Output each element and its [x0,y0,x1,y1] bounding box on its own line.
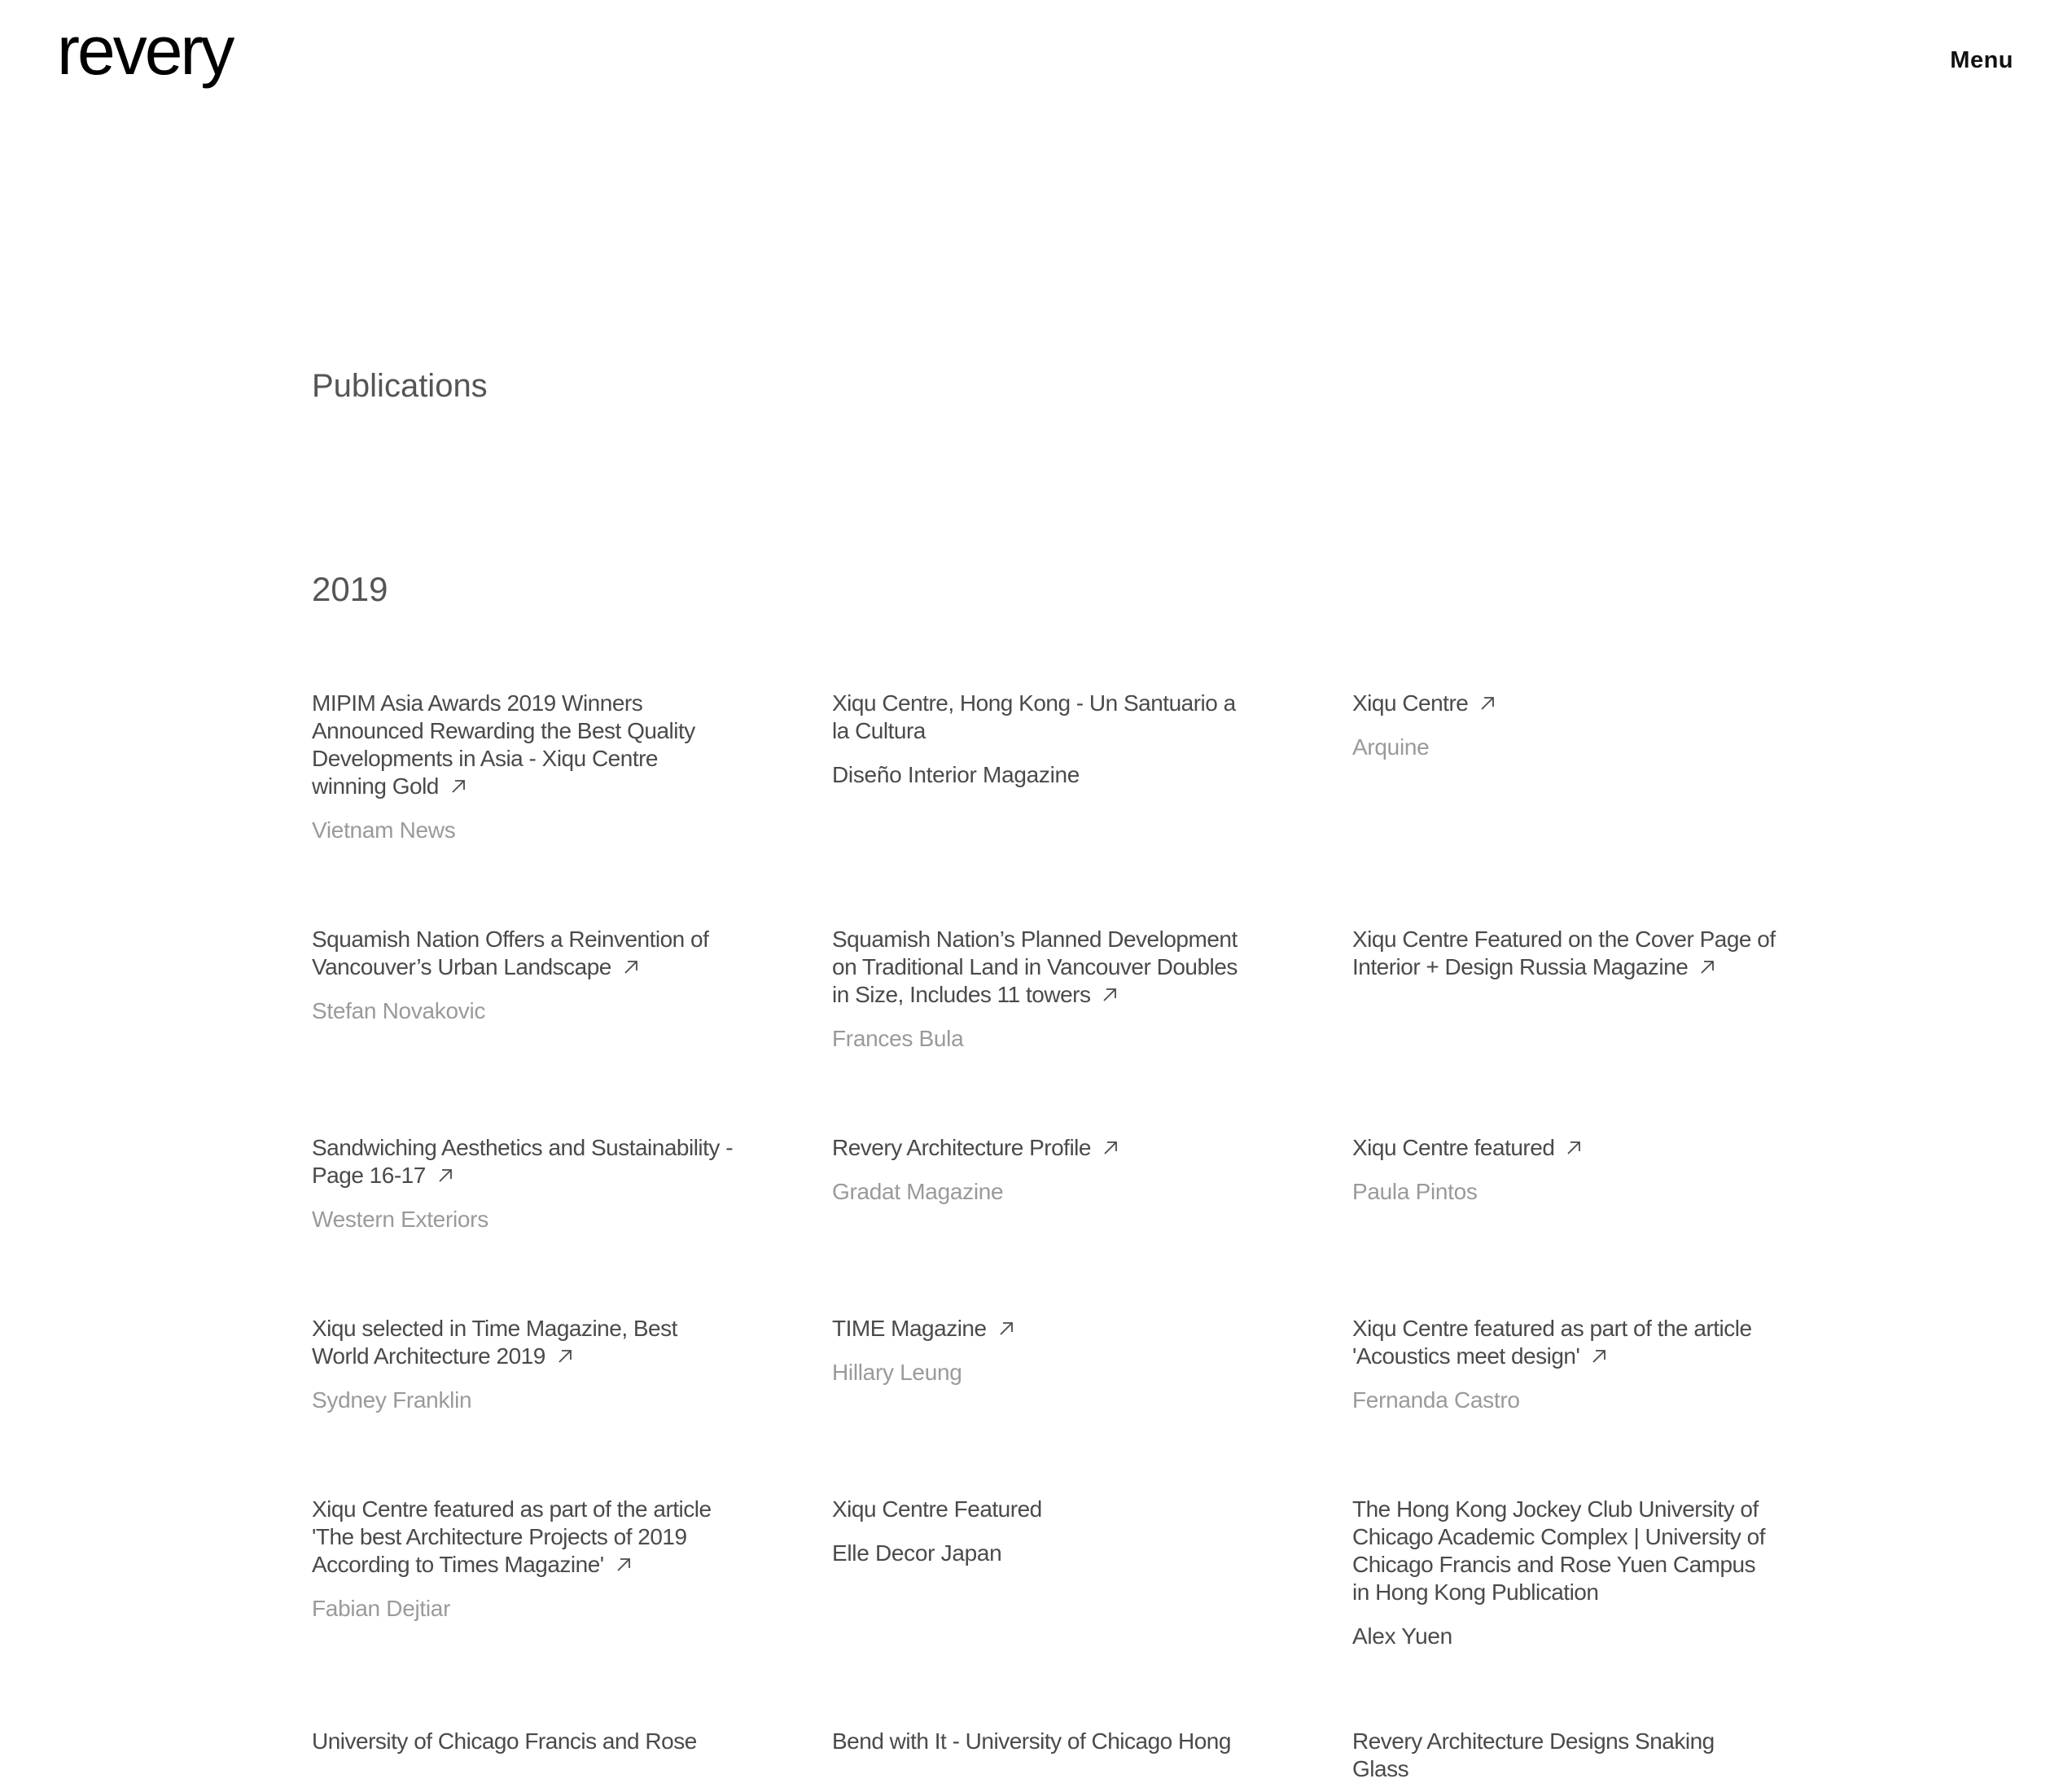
publication-item [1352,1728,1776,1783]
publication-item [832,1134,1255,1206]
arrow-up-right-icon[interactable] [1102,1140,1119,1156]
arrow-up-right-icon[interactable] [450,778,467,795]
arrow-up-right-icon[interactable] [615,1557,632,1573]
publication-item [832,1728,1255,1755]
publication-title: Xiqu Centre Featured [832,1496,1042,1522]
publication-title-link[interactable] [312,1134,735,1189]
arrow-up-right-icon[interactable] [557,1348,573,1365]
publication-source: Fabian Dejtiar [312,1596,451,1621]
logo[interactable]: revery [57,12,233,89]
arrow-up-right-icon[interactable] [437,1167,453,1184]
publication-title: The Hong Kong Jockey Club University of Chicago Academic Complex | University of Chicago Francis and Rose Yuen Campus in Hong Kong Publication [1352,1496,1766,1605]
publication-source: Hillary Leung [832,1360,962,1385]
publication-source: Stefan Novakovic [312,998,486,1023]
publication-title: Squamish Nation’s Planned Development on Traditional Land in Vancouver Doubles in Size, Includes 11 towers [832,927,1238,1007]
publication-source: Alex Yuen [1352,1623,1452,1649]
publication-item [1352,690,1776,761]
publication-source: Diseño Interior Magazine [832,762,1080,787]
publication-title: Xiqu Centre [1352,690,1469,716]
year-heading: 2019 [312,570,388,608]
arrow-up-right-icon[interactable] [1566,1140,1582,1156]
publication-title: Xiqu Centre featured as part of the article 'The best Architecture Projects of 2019 According to Times Magazine' [312,1496,712,1577]
publication-item [832,1315,1255,1387]
publication-item [1352,1134,1776,1206]
publication-title-link[interactable] [832,1134,1255,1162]
publication-title-link[interactable] [1352,690,1776,717]
publication-title-link[interactable] [1352,1315,1776,1370]
publication-title: Xiqu Centre Featured on the Cover Page of Interior + Design Russia Magazine [1352,927,1776,979]
publication-title-link[interactable] [832,1315,1255,1343]
publication-title-link[interactable] [1352,926,1776,981]
publication-item [312,926,735,1025]
publication-source: Arquine [1352,734,1430,760]
arrow-up-right-icon[interactable] [1699,959,1715,975]
publication-title: Xiqu Centre featured as part of the article 'Acoustics meet design' [1352,1316,1752,1369]
publication-item [312,1496,735,1623]
publication-item [1352,1496,1776,1650]
publication-source: Fernanda Castro [1352,1387,1520,1413]
publication-source: Sydney Franklin [312,1387,472,1413]
arrow-up-right-icon[interactable] [1102,987,1118,1003]
publication-title-link[interactable] [832,926,1255,1009]
publication-item [312,1315,735,1414]
publication-source: Gradat Magazine [832,1179,1004,1204]
publication-source: Frances Bula [832,1026,964,1051]
publication-source: Western Exteriors [312,1207,488,1232]
publication-title-link[interactable] [312,1315,735,1370]
publication-source: Vietnam News [312,817,456,843]
publication-source: Paula Pintos [1352,1179,1478,1204]
publication-item [832,690,1255,789]
publication-title-link[interactable] [312,690,735,800]
publication-title: Sandwiching Aesthetics and Sustainability - Page 16-17 [312,1135,734,1188]
arrow-up-right-icon[interactable] [623,959,639,975]
menu-button[interactable]: Menu [1950,47,2013,73]
publication-title-link[interactable] [312,926,735,981]
publication-item [312,1134,735,1233]
publication-title: Revery Architecture Profile [832,1135,1091,1160]
publication-title: Xiqu Centre, Hong Kong - Un Santuario a la Cultura [832,690,1236,743]
publication-title: Xiqu Centre featured [1352,1135,1555,1160]
publication-title: Revery Architecture Designs Snaking Glass [1352,1728,1715,1781]
arrow-up-right-icon[interactable] [1479,695,1496,712]
publication-item [1352,1315,1776,1414]
publication-item [312,1728,735,1755]
publication-item [1352,926,1776,981]
page-title: Publications [312,368,488,404]
publication-title: Bend with It - University of Chicago Hong [832,1728,1231,1754]
publication-title-link[interactable] [1352,1134,1776,1162]
publication-item [312,690,735,844]
publication-title: TIME Magazine [832,1316,987,1341]
publication-title: MIPIM Asia Awards 2019 Winners Announced Rewarding the Best Quality Developments in Asia - Xiqu Centre winning Gold [312,690,695,799]
publication-item [832,926,1255,1053]
publication-title-link[interactable] [312,1496,735,1579]
publication-title: University of Chicago Francis and Rose [312,1728,697,1754]
arrow-up-right-icon[interactable] [1591,1348,1607,1365]
publication-title: Xiqu selected in Time Magazine, Best World Architecture 2019 [312,1316,677,1369]
publication-title: Squamish Nation Offers a Reinvention of Vancouver’s Urban Landscape [312,927,709,979]
publication-source: Elle Decor Japan [832,1540,1002,1566]
publication-item [832,1496,1255,1567]
arrow-up-right-icon[interactable] [998,1321,1014,1337]
